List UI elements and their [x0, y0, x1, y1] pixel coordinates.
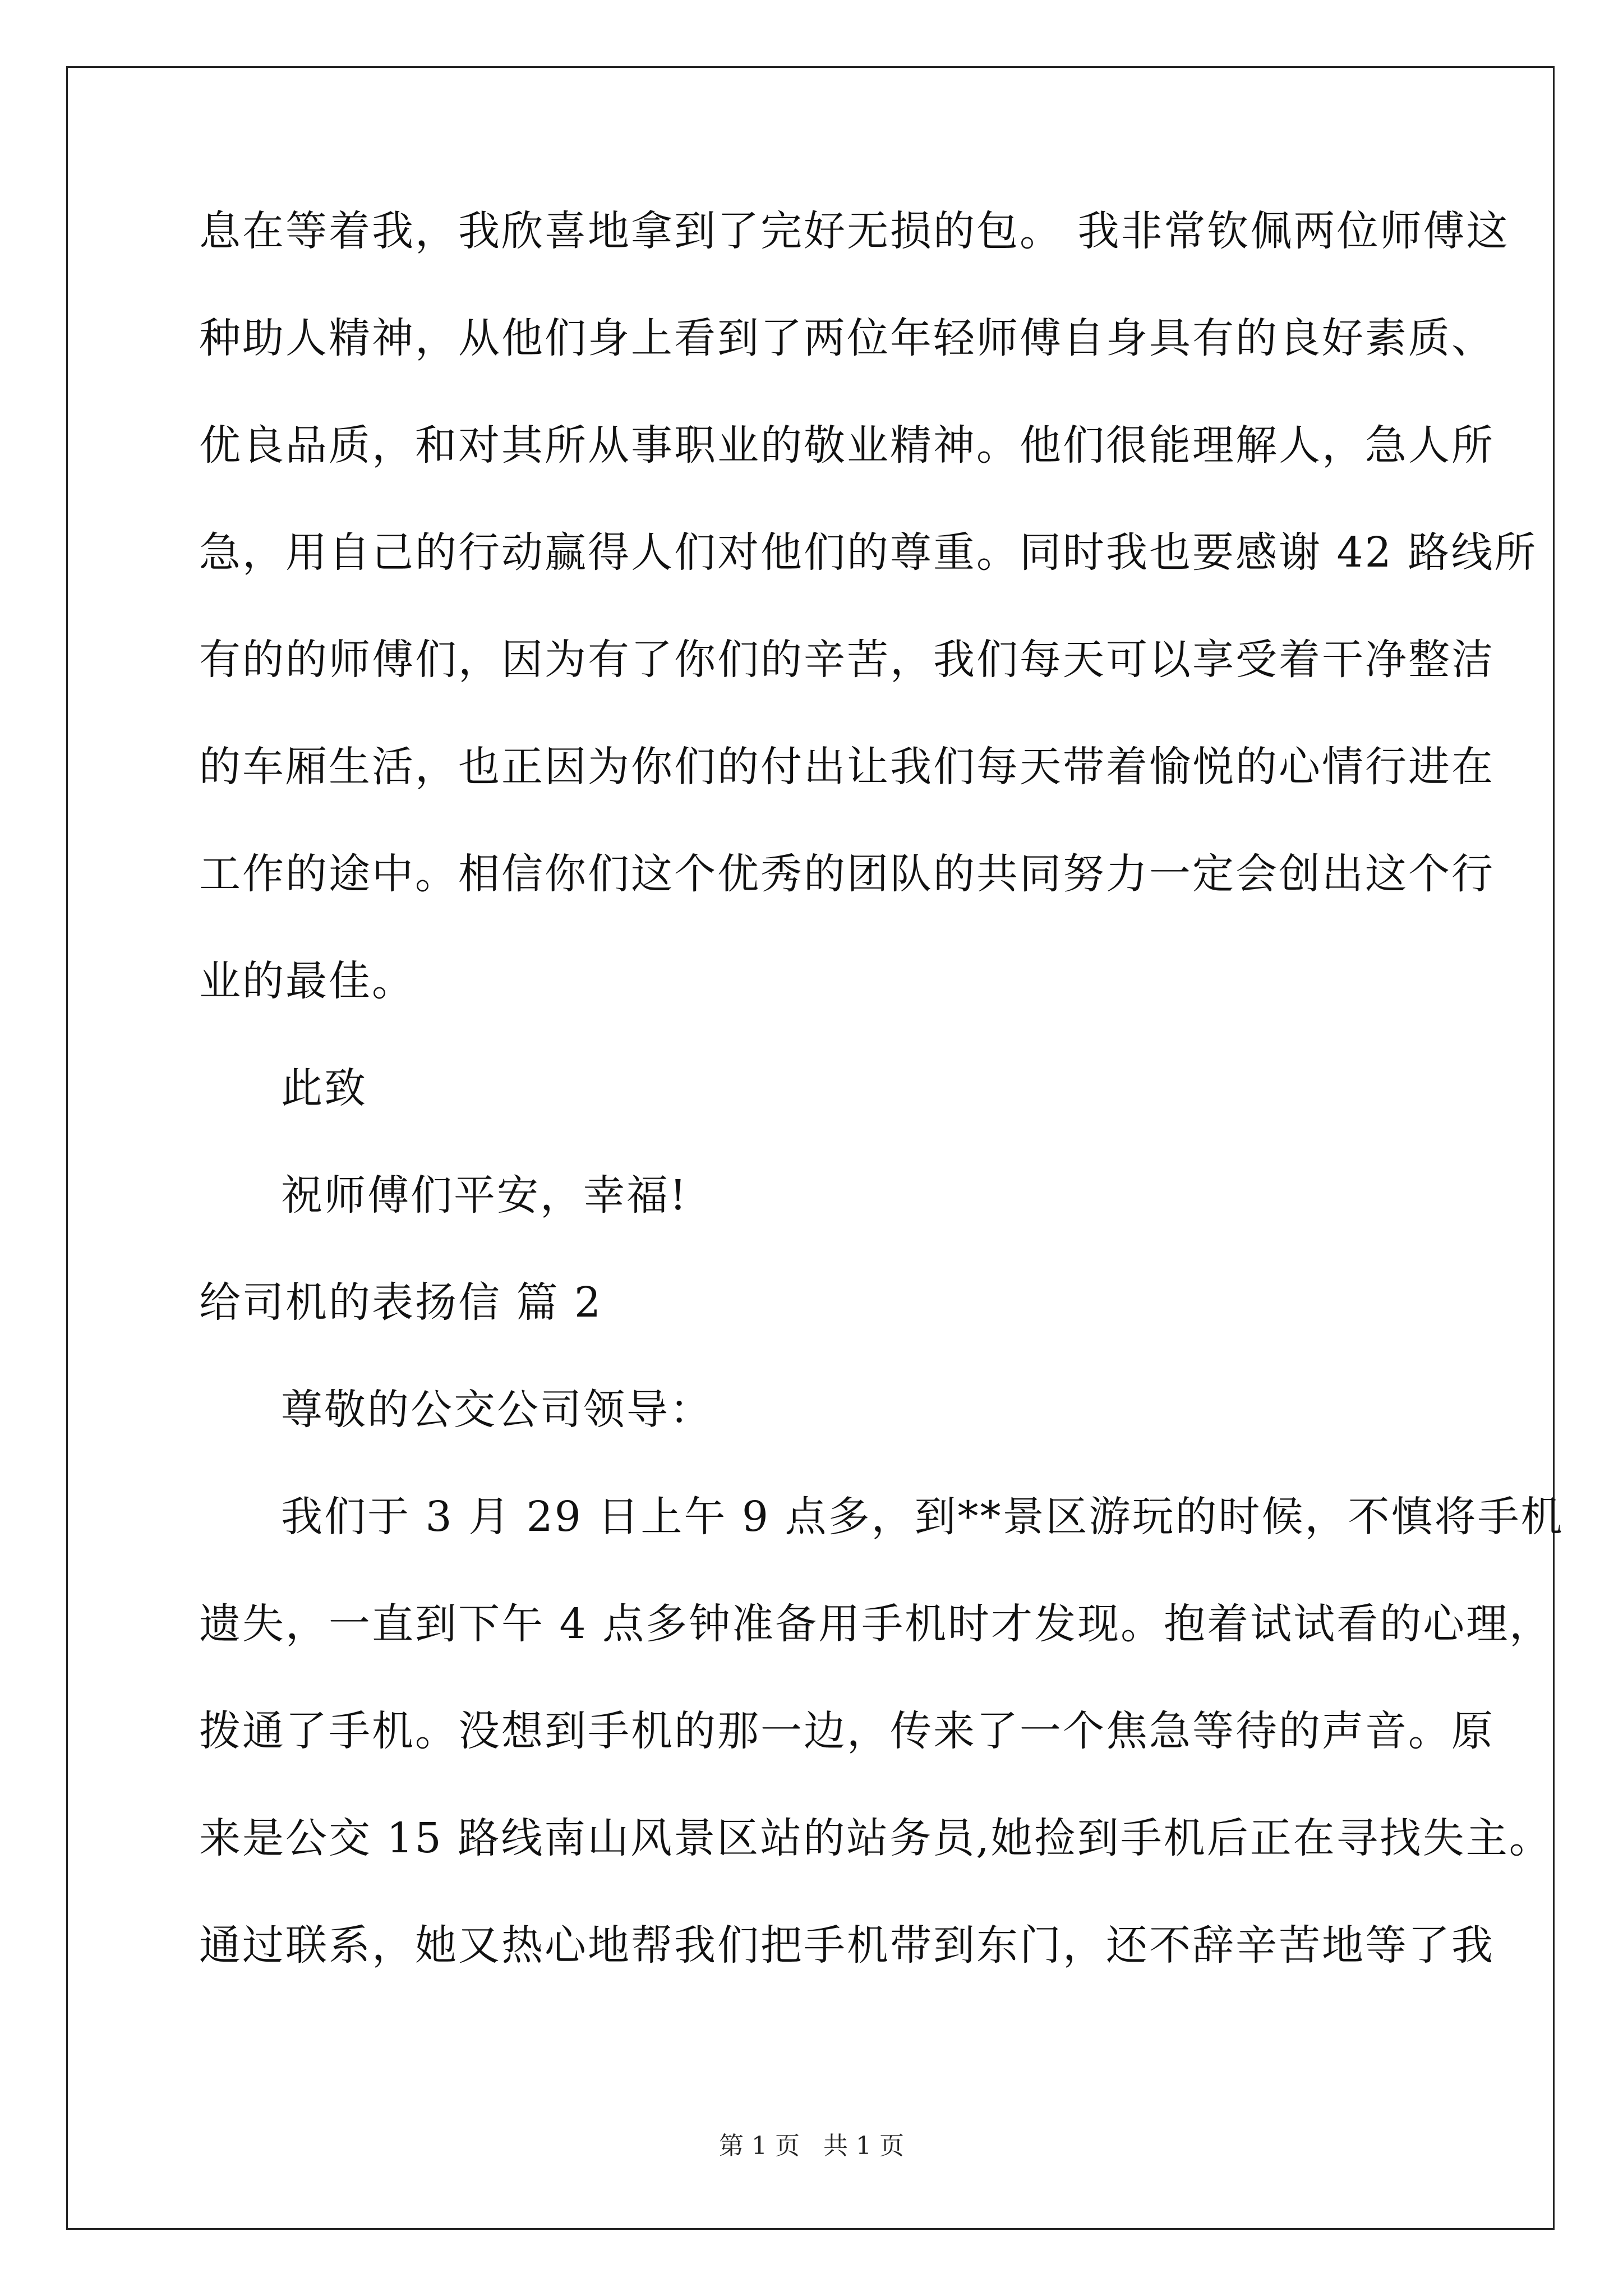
- paragraph-line: 拨通了手机。没想到手机的那一边，传来了一个焦急等待的声音。原: [199, 1707, 1495, 1755]
- paragraph-line: 我们于 3 月 29 日上午 9 点多，到**景区游玩的时候，不慎将手机: [281, 1493, 1564, 1541]
- closing-text: 此致: [281, 1064, 367, 1112]
- paragraph-line: 优良品质，和对其所从事职业的敬业精神。他们很能理解人，急人所: [199, 421, 1495, 470]
- paragraph-line: 业的最佳。: [199, 957, 415, 1005]
- paragraph-line: 种助人精神，从他们身上看到了两位年轻师傅自身具有的良好素质、: [199, 314, 1495, 362]
- paragraph-line: 工作的途中。相信你们这个优秀的团队的共同努力一定会创出这个行: [199, 850, 1495, 898]
- paragraph-line: 息在等着我，我欣喜地拿到了完好无损的包。 我非常钦佩两位师傅这: [199, 207, 1510, 255]
- paragraph-line: 来是公交 15 路线南山风景区站的站务员,她捡到手机后正在寻找失主。: [199, 1814, 1552, 1862]
- paragraph-line: 通过联系，她又热心地帮我们把手机带到东门，还不辞辛苦地等了我: [199, 1921, 1495, 1970]
- paragraph-line: 的车厢生活，也正因为你们的付出让我们每天带着愉悦的心情行进在: [199, 743, 1495, 791]
- section-title: 给司机的表扬信 篇 2: [199, 1278, 603, 1327]
- paragraph-line: 有的的师傅们，因为有了你们的辛苦，我们每天可以享受着干净整洁: [199, 636, 1495, 684]
- paragraph-line: 急，用自己的行动赢得人们对他们的尊重。同时我也要感谢 42 路线所: [199, 528, 1538, 577]
- paragraph-line: 遗失，一直到下午 4 点多钟准备用手机时才发现。抱着试试看的心理，: [199, 1600, 1553, 1648]
- page-border: [66, 66, 1555, 2230]
- page-number-footer: 第 1 页 共 1 页: [719, 2132, 904, 2160]
- wish-text: 祝师傅们平安，幸福!: [281, 1171, 688, 1220]
- salutation: 尊敬的公交公司领导：: [281, 1386, 713, 1434]
